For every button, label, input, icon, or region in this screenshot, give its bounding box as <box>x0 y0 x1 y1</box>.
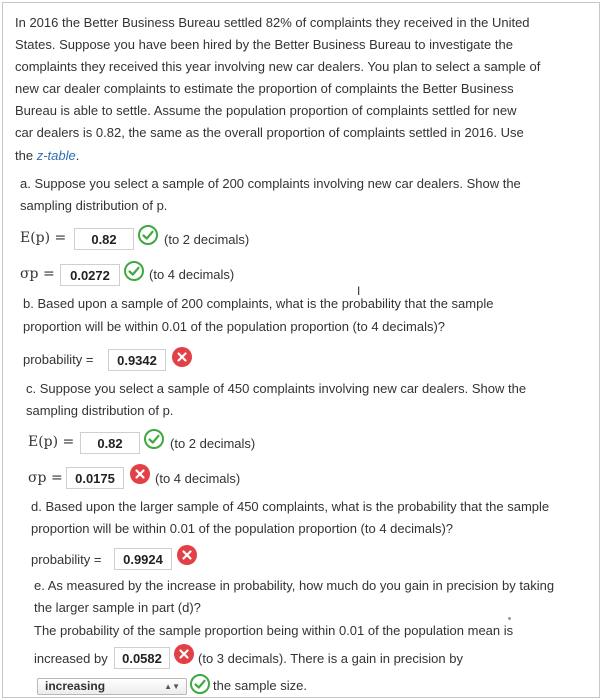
check-icon <box>138 225 158 245</box>
select-arrows-icon: ▲▼ <box>164 682 180 691</box>
precision-select[interactable] <box>37 678 187 695</box>
check-icon <box>190 674 210 694</box>
x-icon <box>177 545 197 565</box>
intro-line-2: States. Suppose you have been hired by the Better Business Bureau to investigate the <box>15 37 513 52</box>
part-d-line-1: d. Based upon the larger sample of 450 complaints, what is the probability that the sample <box>31 499 550 514</box>
part-e-line-2: the larger sample in part (d)? <box>34 600 201 615</box>
part-e-line-1: e. As measured by the increase in probability, how much do you gain in precision by taking <box>34 578 555 593</box>
part-c-sigma-label: σp = <box>28 470 63 486</box>
part-c-expected-hint: (to 2 decimals) <box>170 436 256 451</box>
x-icon <box>174 644 194 664</box>
check-icon <box>124 261 144 281</box>
part-a-line-2: sampling distribution of p. <box>20 198 168 213</box>
intro-line-5: Bureau is able to settle. Assume the population proportion of complaints settled for new <box>15 103 517 118</box>
intro-line-6: car dealers is 0.82, the same as the overall proportion of complaints settled in 2016. Use <box>15 125 524 140</box>
part-c-sigma-hint: (to 4 decimals) <box>155 471 241 486</box>
part-e-line-3: The probability of the sample proportion being within 0.01 of the population mean is <box>34 623 514 638</box>
part-c-line-1: c. Suppose you select a sample of 450 complaints involving new car dealers. Show the <box>26 381 527 396</box>
part-d-line-2: proportion will be within 0.01 of the population proportion (to 4 decimals)? <box>31 521 454 536</box>
intro-line-7 <box>15 147 79 165</box>
part-c-sigma-input[interactable]: 0.0175 <box>66 467 124 489</box>
part-a-sigma-label: σp = <box>20 266 55 282</box>
x-icon <box>172 347 192 367</box>
part-e-line-5-post: the sample size. <box>213 678 307 693</box>
precision-select-value: increasing <box>45 679 106 693</box>
part-e-increase-input[interactable]: 0.0582 <box>114 647 170 669</box>
part-c-line-2: sampling distribution of p. <box>26 403 174 418</box>
part-a-sigma-hint: (to 4 decimals) <box>149 267 235 282</box>
part-a-expected-hint: (to 2 decimals) <box>164 232 250 247</box>
part-b-line-2: proportion will be within 0.01 of the population proportion (to 4 decimals)? <box>23 319 446 334</box>
part-d-probability-label: probability = <box>31 552 102 567</box>
part-b-line-1: b. Based upon a sample of 200 complaints, what is the probability that the sample <box>23 296 494 311</box>
part-a-expected-label: E(p) = <box>20 230 67 246</box>
part-b-probability-input[interactable]: 0.9342 <box>108 349 166 371</box>
check-icon <box>144 429 164 449</box>
intro-line-7-post: . <box>75 148 80 163</box>
intro-line-3: complaints they received this year involving new car dealers. You plan to select a sample of <box>15 59 541 74</box>
part-c-expected-label: E(p) = <box>28 434 75 450</box>
x-icon <box>130 464 150 484</box>
z-table-link[interactable]: z-table <box>36 148 76 163</box>
stray-dot <box>508 617 511 620</box>
text-cursor-icon: I <box>357 284 361 298</box>
intro-line-1: In 2016 the Better Business Bureau settled 82% of complaints they received in the United <box>15 15 530 30</box>
part-e-line-4-post: (to 3 decimals). There is a gain in precision by <box>198 651 463 666</box>
intro-line-7-pre: the <box>15 148 37 163</box>
part-d-probability-input[interactable]: 0.9924 <box>114 548 172 570</box>
part-b-probability-label: probability = <box>23 352 94 367</box>
part-a-expected-input[interactable]: 0.82 <box>74 228 134 250</box>
part-c-expected-input[interactable]: 0.82 <box>80 432 140 454</box>
part-a-sigma-input[interactable]: 0.0272 <box>60 264 120 286</box>
part-a-line-1: a. Suppose you select a sample of 200 complaints involving new car dealers. Show the <box>20 176 521 191</box>
part-e-line-4-pre: increased by <box>34 651 108 666</box>
intro-line-4: new car dealer complaints to estimate the proportion of complaints the Better Business <box>15 81 514 96</box>
